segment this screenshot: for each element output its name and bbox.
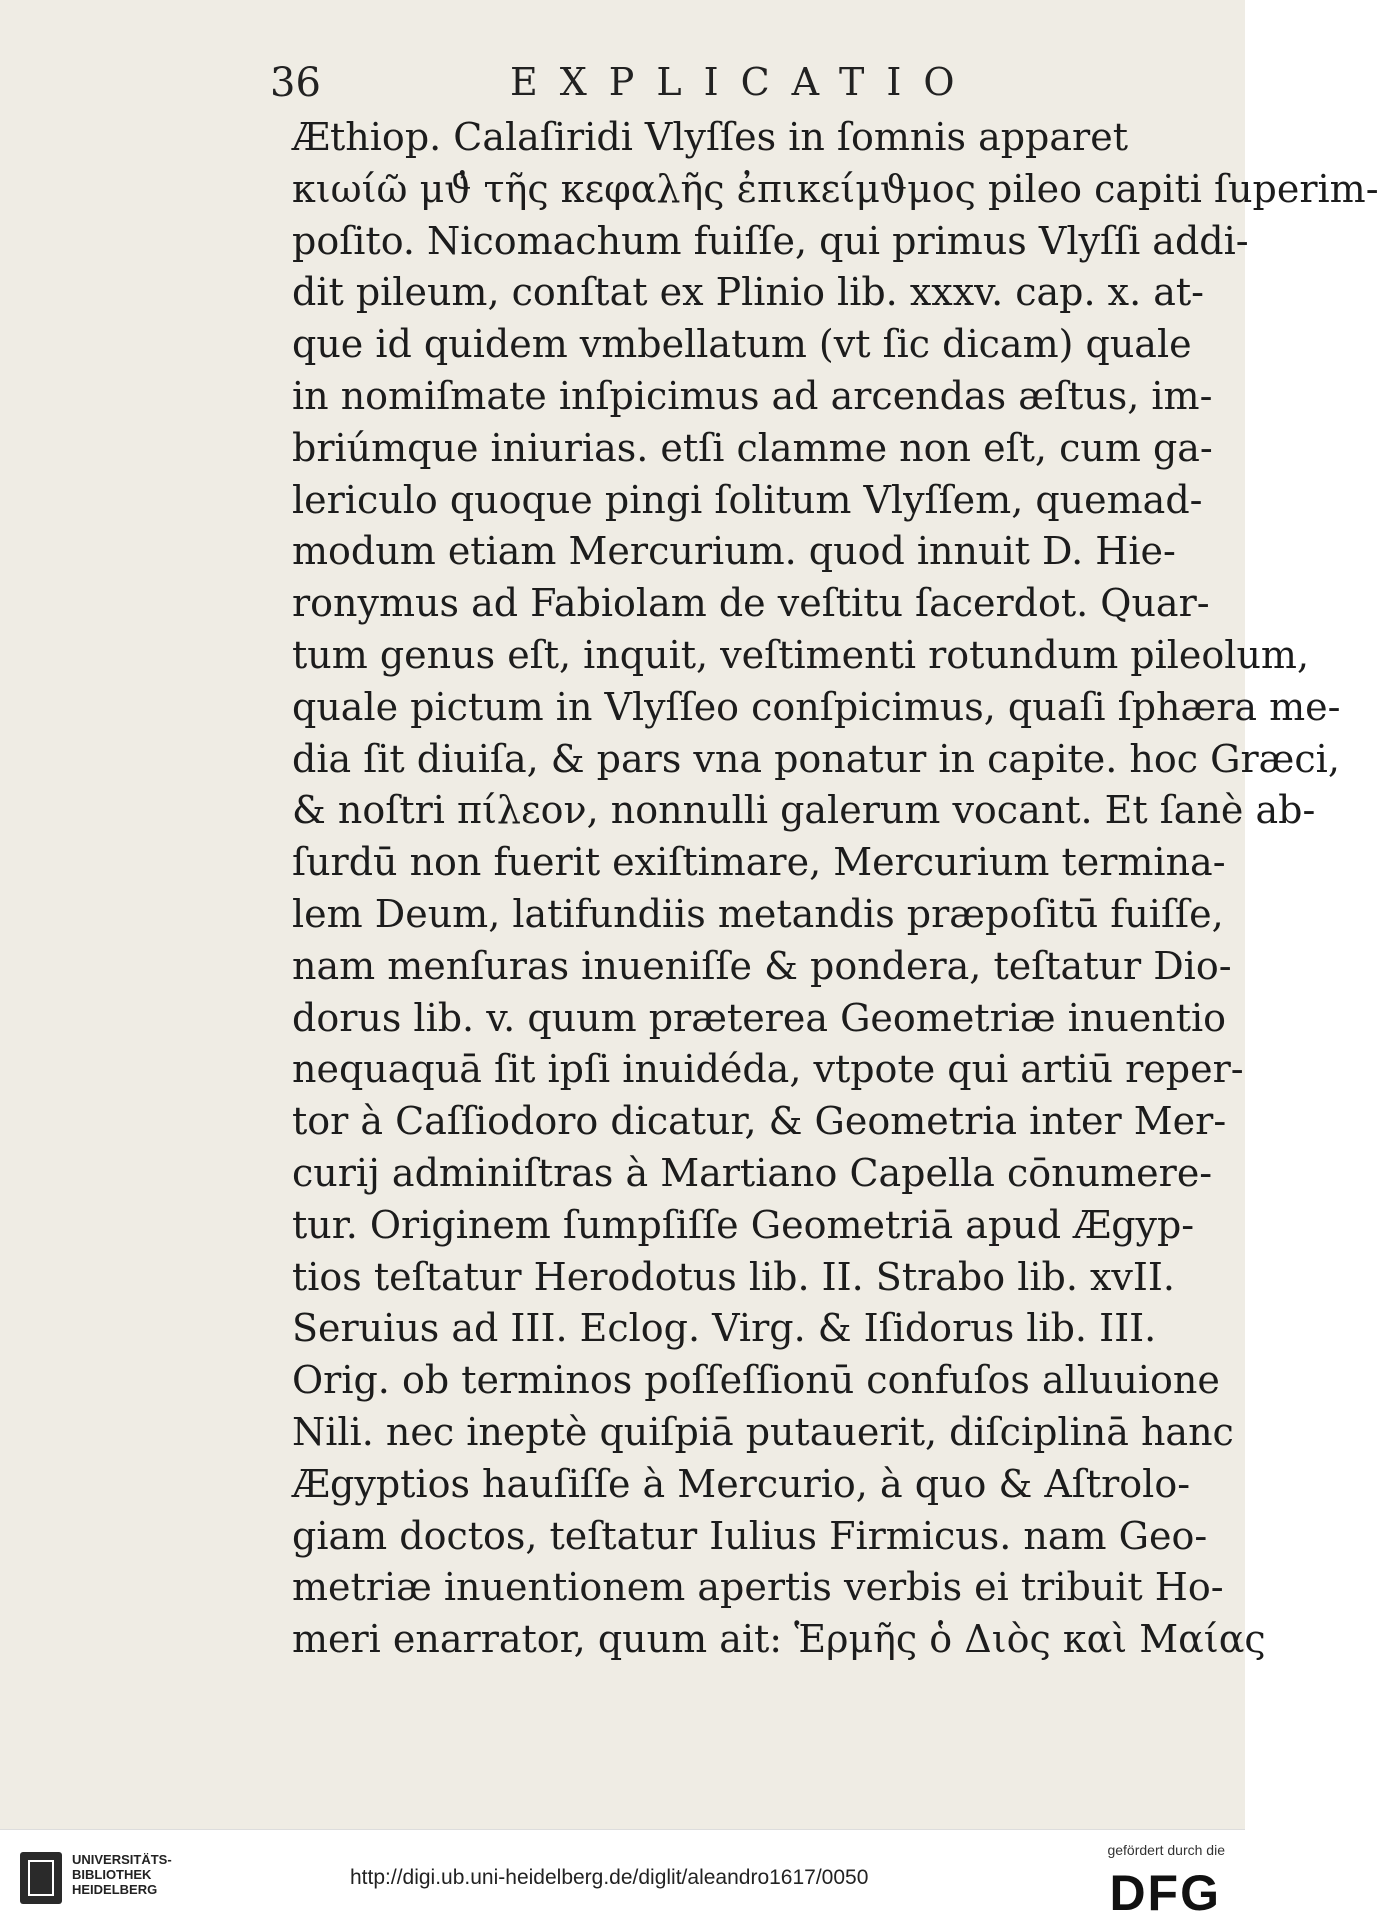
library-name-line: BIBLIOTHEK <box>72 1867 152 1882</box>
library-name-line: HEIDELBERG <box>72 1882 158 1897</box>
text-line: ſurdū non fuerit exiſtimare, Mercurium termina- <box>292 840 1226 885</box>
funder-note: gefördert durch die <box>1107 1842 1225 1858</box>
text-line: in nomiſmate inſpicimus ad arcendas æſtus, im- <box>292 373 1213 418</box>
text-line: dorus lib. v. quum præterea Geometriæ inuentio <box>292 995 1227 1040</box>
text-line: Nili. nec ineptè quiſpiā putauerit, diſciplinā hanc <box>292 1409 1234 1454</box>
text-line: tum genus eſt, inquit, veſtimenti rotundum pileolum, <box>292 632 1310 677</box>
text-line: nam menſuras inueniſſe & pondera, teſtatur Dio- <box>292 943 1232 988</box>
text-line: Seruius ad III. Eclog. Virg. & Iſidorus lib. III. <box>292 1306 1157 1351</box>
library-name-line: UNIVERSITÄTS- <box>72 1852 172 1867</box>
text-line: Ægyptios hauſiſſe à Mercurio, à quo & Aſtrolo- <box>292 1461 1191 1506</box>
library-logo-icon <box>20 1852 62 1904</box>
text-line: briúmque iniurias. etſi clamme non eſt, cum ga- <box>292 425 1213 470</box>
funder-logo: DFG <box>1109 1865 1221 1921</box>
text-line: que id quidem vmbellatum (vt ſic dicam) quale <box>292 322 1192 367</box>
text-line: ronymus ad Fabiolam de veſtitu ſacerdot. Quar- <box>292 581 1210 626</box>
running-title: EXPLICATIO <box>510 60 977 104</box>
text-line: meri enarrator, quum ait: Ἑρμῆς ὁ Διὸς καὶ Μαίας <box>292 1617 1266 1662</box>
text-line: dia ſit diuiſa, & pars vna ponatur in capite. hoc Græci, <box>292 736 1340 781</box>
page-number: 36 <box>270 60 321 106</box>
text-line: tur. Originem ſumpſiſſe Geometriā apud Ægyp- <box>292 1202 1195 1247</box>
text-line: lericulo quoque pingi ſolitum Vlyſſem, quemad- <box>292 477 1203 522</box>
text-line: & noſtri πίλεον, nonnulli galerum vocant. Et ſanè ab- <box>292 788 1316 833</box>
text-line: quale pictum in Vlyſſeo conſpicimus, quaſi ſphæra me- <box>292 684 1341 729</box>
library-name <box>72 1852 232 1897</box>
text-line: lem Deum, latifundiis metandis præpoſitū fuiſſe, <box>292 891 1224 936</box>
text-line: giam doctos, teſtatur Iulius Firmicus. nam Geo- <box>292 1513 1208 1558</box>
text-line: κιωίῶ μϑ̓ τῆς κεφαλῆς ἐπικείμϑμος pileo capiti ſuperim- <box>292 166 1379 211</box>
viewer-footer <box>0 1829 1245 1928</box>
body-text <box>292 112 1379 1666</box>
text-line: dit pileum, conſtat ex Plinio lib. xxxv. cap. x. at- <box>292 270 1205 315</box>
source-url[interactable]: http://digi.ub.uni-heidelberg.de/diglit/aleandro1617/0050 <box>350 1866 869 1889</box>
text-line: Orig. ob terminos poſſeſſionū confuſos alluuione <box>292 1358 1220 1403</box>
page-header <box>270 60 977 110</box>
text-line: tor à Caſſiodoro dicatur, & Geometria inter Mer- <box>292 1099 1227 1144</box>
text-line: nequaquā ſit ipſi inuidéda, vtpote qui artiū reper- <box>292 1047 1244 1092</box>
text-line: curij adminiſtras à Martiano Capella cōnumere- <box>292 1150 1213 1195</box>
text-line: metriæ inuentionem apertis verbis ei tribuit Ho- <box>292 1565 1224 1610</box>
text-line: tios teſtatur Herodotus lib. II. Strabo lib. xvII. <box>292 1254 1175 1299</box>
text-line: modum etiam Mercurium. quod innuit D. Hie- <box>292 529 1176 574</box>
text-line: poſito. Nicomachum fuiſſe, qui primus Vlyſſi addi- <box>292 218 1249 263</box>
text-line: Æthiop. Calaſiridi Vlyſſes in ſomnis apparet <box>292 115 1128 159</box>
